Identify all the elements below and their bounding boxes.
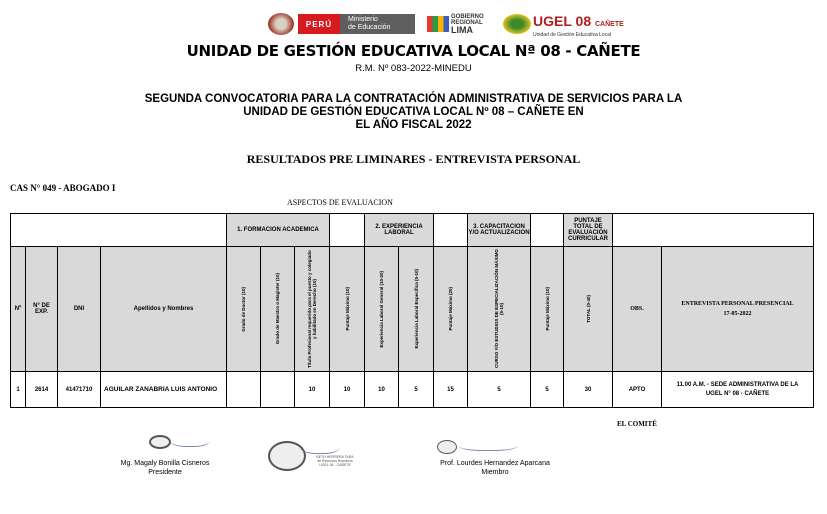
col-header-exp-general: Experiencia Laboral General (10-20)	[379, 270, 384, 348]
ugel-logo-canete: CAÑETE	[595, 21, 624, 28]
position-label: CAS N° 049 - ABOGADO I	[10, 183, 116, 193]
col-header-maestro: Grado de Maestro o Magister (10)	[275, 273, 280, 345]
cell-obs: APTO	[613, 372, 662, 408]
group-capacitacion: 3. CAPACITACION Y/O ACTUALIZACION	[468, 214, 531, 247]
cell-nombres: AGUILAR ZANABRIA LUIS ANTONIO	[101, 372, 227, 408]
institution-title: UNIDAD DE GESTIÓN EDUCATIVA LOCAL Nª 08 - CAÑETE	[186, 42, 641, 60]
aspects-label: ASPECTOS DE EVALUACION	[287, 198, 393, 207]
cell-exp: 2614	[26, 372, 58, 408]
comite-label: EL COMITÉ	[617, 420, 657, 428]
ugel-08-logo	[533, 13, 633, 38]
ministerio-educacion-logo	[340, 14, 415, 34]
col-header-puntaje-maximo-1: Puntaje Máximo (10)	[344, 287, 350, 331]
signature-member	[430, 459, 560, 477]
convocatoria-line-3: EL AÑO FISCAL 2022	[355, 119, 472, 131]
col-header-num: Nº	[11, 247, 26, 372]
cell-cursos: 5	[468, 372, 531, 408]
cell-exp-especifica: 5	[399, 372, 434, 408]
signer-role: Miembro	[481, 469, 509, 476]
member-seal	[437, 440, 457, 454]
results-table	[10, 213, 814, 408]
entrevista-line-1: 11.00 A.M. - SEDE ADMINISTRATIVA DE LA	[676, 381, 799, 388]
cell-doctor	[227, 372, 261, 408]
blank-header-cell	[330, 214, 365, 247]
blank-header-cell	[613, 214, 814, 247]
col-header-entrevista	[662, 247, 814, 372]
cell-num: 1	[11, 372, 26, 408]
cell-exp-general: 10	[365, 372, 399, 408]
cell-maestro	[261, 372, 295, 408]
cell-titulo: 10	[295, 372, 330, 408]
blank-header-cell	[531, 214, 564, 247]
ministerio-line-2: de Educación	[348, 24, 391, 31]
blank-header-cell	[434, 214, 468, 247]
cell-puntaje-maximo-2: 15	[434, 372, 468, 408]
col-header-total: TOTAL (0-40)	[585, 295, 591, 323]
signer-name: Mg. Magaly Bonilla Cisneros	[120, 460, 210, 467]
hr-signature	[300, 437, 340, 454]
cell-puntaje-maximo-1: 10	[330, 372, 365, 408]
ugel-logo-text: UGEL 08	[533, 13, 592, 29]
group-puntaje-total: PUNTAJE TOTAL DE EVALUACIÓN CURRICULAR	[564, 214, 613, 247]
results-title: RESULTADOS PRE LIMINARES - ENTREVISTA PERSONAL	[246, 152, 581, 166]
group-header-row	[11, 214, 814, 247]
hr-stamp	[300, 455, 370, 467]
peru-coat-of-arms-logo	[268, 13, 294, 35]
group-formacion-academica: 1. FORMACION ACADEMICA	[227, 214, 330, 247]
ugel-logo-subtitle: Unidad de Gestión Educativa Local	[533, 32, 612, 38]
member-signature	[458, 438, 518, 451]
col-header-dni: DNI	[58, 247, 101, 372]
col-header-cursos: CURSO Y/O ESTUDIOS DE ESPECIALIZACIÓN MÁXIMO (5-10)	[494, 249, 504, 369]
entrevista-line-2: UGEL N° 08 - CAÑETE	[705, 390, 770, 397]
col-header-puntaje-maximo-2: Puntaje Máximo (20)	[448, 287, 453, 331]
ministerio-line-1: Ministerio	[348, 16, 378, 23]
convocatoria-title	[0, 93, 827, 132]
signature-president	[100, 459, 230, 477]
president-signature	[170, 432, 210, 447]
table-row	[11, 372, 814, 408]
cell-dni: 41471710	[58, 372, 101, 408]
ugel-emblem-icon	[503, 14, 531, 34]
column-header-row	[11, 247, 814, 372]
col-header-doctor: Grado de Doctor (10)	[241, 286, 246, 332]
president-seal	[149, 435, 171, 449]
gore-line-2: REGIONAL	[451, 20, 483, 26]
col-header-obs: OBS.	[613, 247, 662, 372]
resolution-number: R.M. Nº 083-2022-MINEDU	[355, 63, 472, 74]
stamp-line-3: UGEL 08 - CAÑETE	[319, 463, 351, 467]
gobierno-regional-lima-logo	[451, 14, 483, 34]
convocatoria-line-2: UNIDAD DE GESTIÓN EDUCATIVA LOCAL Nº 08 – CAÑETE EN	[243, 106, 584, 118]
gobierno-regional-icon	[427, 16, 449, 32]
stamp-line-1: BETH HERRERA TARA	[316, 455, 354, 459]
entrevista-header-line-1: ENTREVISTA PERSONAL PRESENCIAL	[681, 301, 794, 307]
blank-header-cell	[11, 214, 227, 247]
signer-role: Presidente	[148, 469, 182, 476]
col-header-nombres: Apellidos y Nombres	[101, 247, 227, 372]
col-header-exp-especifica: Experiencia Laboral Específica (5-10)	[413, 269, 419, 349]
convocatoria-line-1: SEGUNDA CONVOCATORIA PARA LA CONTRATACIÓN ADMINISTRATIVA DE SERVICIOS PARA LA	[144, 93, 683, 105]
cell-total: 30	[564, 372, 613, 408]
gore-line-1: GOBIERNO	[451, 14, 484, 20]
col-header-exp: N° DE EXP.	[26, 247, 58, 372]
peru-logo: PERÚ	[298, 14, 340, 34]
group-experiencia-laboral: 2. EXPERIENCIA LABORAL	[365, 214, 434, 247]
stamp-line-2: de Recursos Humanos	[317, 459, 353, 463]
cell-entrevista	[662, 372, 814, 408]
col-header-puntaje-maximo-3: Puntaje Máximo (10)	[544, 287, 550, 331]
signer-name: Prof. Lourdes Hernandez Aparcana	[440, 460, 550, 467]
entrevista-header-line-2: 17-05-2022	[723, 311, 752, 317]
cell-puntaje-maximo-3: 5	[531, 372, 564, 408]
gore-line-3: LIMA	[451, 25, 473, 35]
col-header-titulo: Título Profesional requerido para el puesto y colegiado y habilitado en Derecho (10)	[307, 250, 317, 368]
